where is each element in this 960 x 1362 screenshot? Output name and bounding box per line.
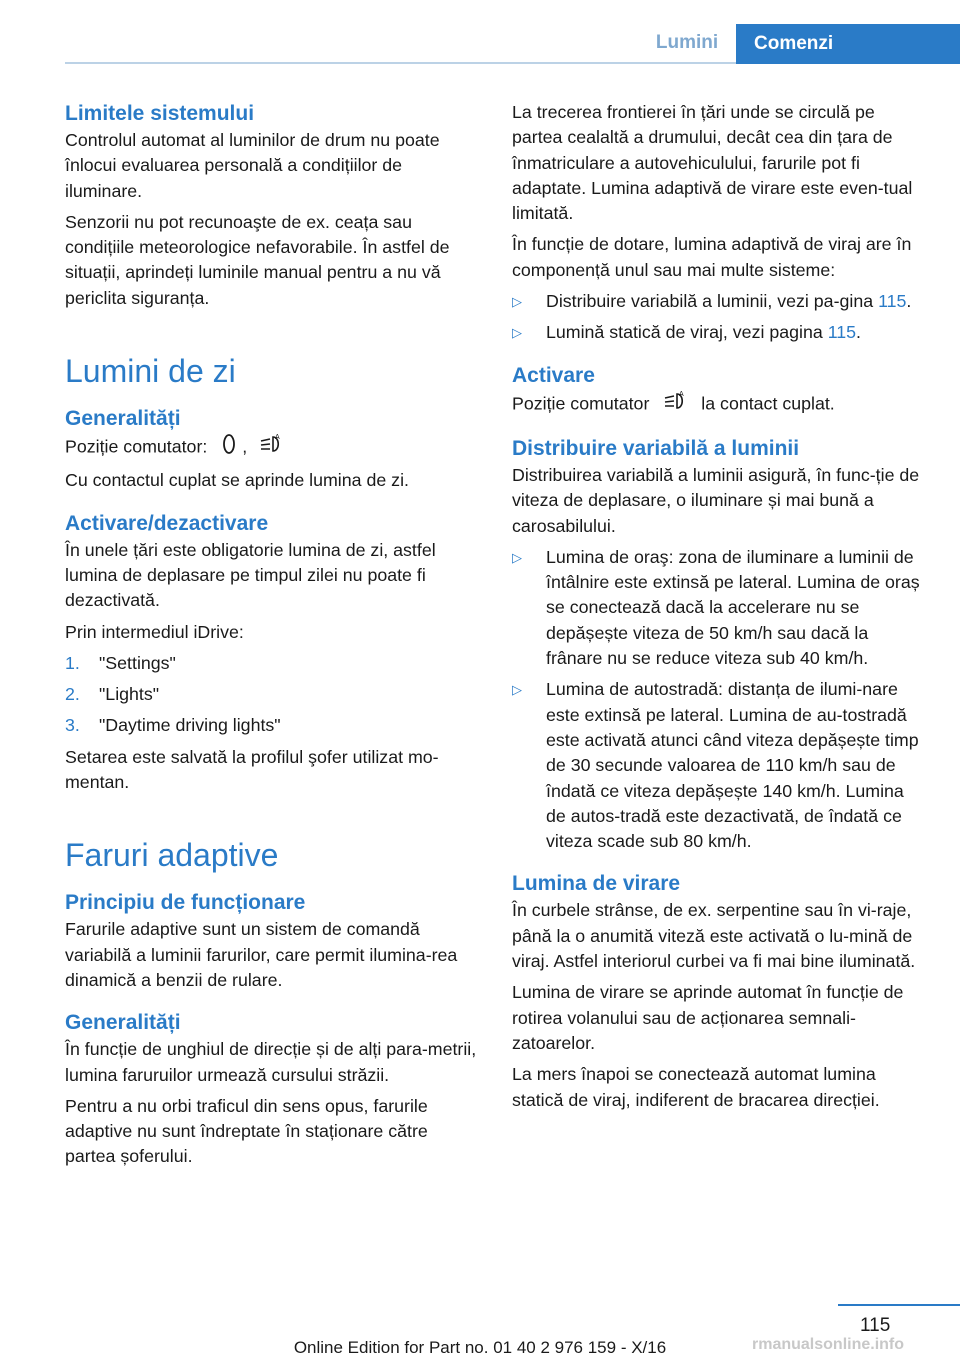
paragraph-switch-position xyxy=(65,433,480,462)
list-item: 1. "Settings" xyxy=(65,652,176,673)
list-item: ▷ Lumina de oraş: zona de iluminare a luminii de întâlnire este extinsă pe lateral. Lumina de oraș se conectează dacă la accelerare nu se depășește viteza de 50 km/h sau dacă la frânare nu se reduce viteza sub 40 km/h. xyxy=(512,545,927,671)
heading-lumini-de-zi: Lumini de zi xyxy=(65,353,236,390)
footer-rule xyxy=(838,1304,960,1306)
paragraph: Pentru a nu orbi traficul din sens opus, farurile adaptive nu sunt îndreptate în staționare către partea șoferului. xyxy=(65,1095,428,1167)
watermark: rmanualsonline.info xyxy=(752,1336,905,1353)
heading-limitele: Limitele sistemului xyxy=(65,102,255,125)
list-item: 2. "Lights" xyxy=(65,684,160,705)
heading-faruri-adaptive: Faruri adaptive xyxy=(65,837,279,874)
heading-activare-dezactivare: Activare/dezactivare xyxy=(65,511,269,535)
paragraph: În curbele strânse, de ex. serpentine sau în vi‐raje, până la o anumită viteză este activată o lu‐mină de viraj. Astfel interiorul curbei va fi mai bine iluminată. xyxy=(512,900,916,972)
heading-activare: Activare xyxy=(512,363,595,387)
paragraph: Farurile adaptive sunt un sistem de comandă variabilă a luminii farurilor, care permit ilumina‐rea dinamică a benzii de rulare. xyxy=(65,919,458,990)
heading-lumina-de-virare: Lumina de virare xyxy=(512,872,681,896)
switch-position-0-icon xyxy=(222,433,236,462)
heading-principiu: Principiu de funcționare xyxy=(65,891,306,915)
list-item: ▷ Distribuire variabilă a luminii, vezi pa‐gina 115. xyxy=(512,289,927,314)
paragraph: Setarea este salvată la profilul şofer utilizat mo‐mentan. xyxy=(65,746,439,793)
icon-separator: , xyxy=(242,436,248,457)
paragraph-activare: Poziție comutator A la contact cuplat. xyxy=(512,390,927,419)
paragraph: Prin intermediul iDrive: xyxy=(65,621,244,642)
triangle-right-icon: ▷ xyxy=(512,682,522,698)
paragraph: În funcție de unghiul de direcție și de alți para‐metrii, lumina faruruilor urmează cursului străzii. xyxy=(65,1039,477,1085)
paragraph: În unele țări este obligatorie lumina de zi, astfel lumina de deplasare pe timpul zilei nu poate fi dezactivată. xyxy=(65,539,436,611)
svg-text:A: A xyxy=(275,434,280,442)
triangle-right-icon: ▷ xyxy=(512,549,522,565)
left-column xyxy=(65,100,480,1176)
headlight-auto-icon xyxy=(258,433,284,462)
headlight-auto-icon xyxy=(662,390,688,419)
paragraph: În funcție de dotare, lumina adaptivă de viraj are în componență unul sau mai multe sisteme: xyxy=(512,234,912,280)
page-link[interactable]: 115 xyxy=(827,322,857,343)
triangle-right-icon: ▷ xyxy=(512,294,522,310)
switch-position-label: Poziție comutator: xyxy=(65,436,208,457)
page-link[interactable]: 115 xyxy=(878,291,907,312)
svg-text:A: A xyxy=(679,390,684,398)
page-number: 115 xyxy=(860,1315,891,1336)
list-item: ▷ Lumina de autostradă: distanța de ilumi‐nare este extinsă pe lateral. Lumina de au‐tostradă este activată atunci când viteza depășește timp de 30 secunde valoarea de 110 km/h sau de îndată ce viteza depășește 140 km/h. Lumina de autos‐tradă este dezactivată, de îndată ce viteza scade sub 80 km/h. xyxy=(512,677,927,854)
right-column xyxy=(512,100,927,1119)
paragraph: La trecerea frontierei în țări unde se circulă pe partea cealaltă a drumului, decât cea din țara de înmatriculare a autovehiculului, farurile pot fi adaptate. Lumina adaptivă de virare este even‐tual limitată. xyxy=(512,102,913,224)
list-item: 3. "Daytime driving lights" xyxy=(65,715,281,736)
list-item: ▷ Lumină statică de viraj, vezi pagina 115. xyxy=(512,320,927,345)
paragraph: Controlul automat al luminilor de drum nu poate înlocui evaluarea personală a condițiilor de iluminare. xyxy=(65,130,440,201)
paragraph: Cu contactul cuplat se aprinde lumina de zi. xyxy=(65,470,409,491)
paragraph: Distribuirea variabilă a luminii asigură, în func‐ție de viteza de deplasare, o iluminare și mai bună a carosabilului. xyxy=(512,464,920,536)
paragraph: La mers înapoi se conectează automat lumina statică de viraj, indiferent de bracarea direcției. xyxy=(512,1064,880,1110)
tab-comenzi[interactable]: Comenzi xyxy=(736,24,960,64)
triangle-right-icon: ▷ xyxy=(512,325,522,341)
edition-text: Online Edition for Part no. 01 40 2 976 159 - X/16 xyxy=(293,1338,667,1357)
paragraph: Lumina de virare se aprinde automat în funcție de rotirea volanului sau de acționarea semnali‐zatoarelor. xyxy=(512,982,904,1053)
tab-lumini[interactable]: Lumini xyxy=(655,32,719,53)
paragraph: Senzorii nu pot recunoaşte de ex. ceața sau condițiile meteorologice nefavorabile. În astfel de situații, aprindeți luminile manual pentru a nu vă periclita siguranța. xyxy=(65,211,450,308)
heading-distribuire: Distribuire variabilă a luminii xyxy=(512,436,800,460)
heading-generalitati-2: Generalități xyxy=(65,1011,181,1035)
heading-generalitati: Generalități xyxy=(65,407,181,431)
